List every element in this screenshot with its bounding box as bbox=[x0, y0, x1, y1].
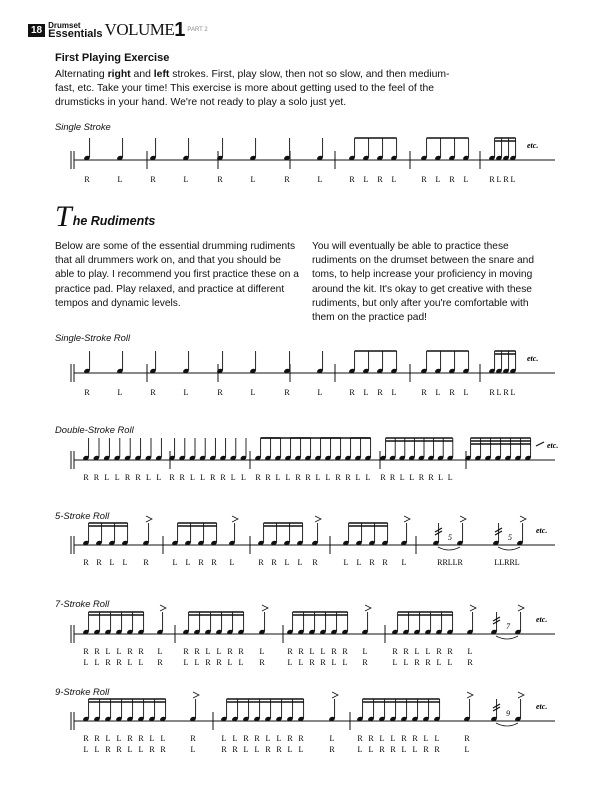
sticking: R bbox=[335, 473, 341, 482]
sticking-top: R bbox=[227, 647, 233, 656]
sticking: R bbox=[418, 473, 425, 482]
tuplet-number: 5 bbox=[448, 533, 452, 542]
sticking-bottom: R bbox=[105, 658, 111, 667]
sticking: L bbox=[463, 175, 469, 184]
sticking-bottom: R bbox=[414, 658, 420, 667]
sticking-top: R bbox=[392, 647, 398, 656]
sticking-bottom: R bbox=[205, 658, 211, 667]
sticking: L bbox=[109, 558, 115, 567]
sticking-bottom: L bbox=[127, 745, 133, 754]
sticking: L bbox=[200, 473, 206, 482]
sticking-bottom: L bbox=[94, 745, 100, 754]
sticking: L bbox=[114, 473, 120, 482]
sticking: L bbox=[355, 473, 361, 482]
sticking-bottom: L bbox=[190, 745, 196, 754]
sticking: R bbox=[255, 473, 261, 482]
sticking: L bbox=[463, 388, 469, 397]
sticking-top: L bbox=[320, 647, 326, 656]
sticking-bottom: L bbox=[368, 745, 374, 754]
accent-mark bbox=[315, 516, 321, 522]
sticking-bottom: R bbox=[149, 745, 155, 754]
exercise-title: First Playing Exercise bbox=[55, 52, 170, 64]
sticking-bottom: R bbox=[425, 658, 431, 667]
sticking: L bbox=[189, 473, 195, 482]
sticking: L bbox=[297, 558, 303, 567]
sticking: R bbox=[380, 473, 386, 482]
sticking-bottom: L bbox=[238, 658, 244, 667]
sticking: L bbox=[230, 473, 236, 482]
sticking: R bbox=[271, 558, 277, 567]
sticking-top: L bbox=[434, 734, 440, 743]
sticking-top: L bbox=[425, 647, 431, 656]
sticking: R bbox=[265, 473, 271, 482]
sticking-bottom: L bbox=[464, 745, 470, 754]
sticking: R bbox=[389, 473, 396, 482]
sticking-bottom: L bbox=[298, 745, 304, 754]
etc-label: etc. bbox=[527, 141, 539, 150]
sticking-bottom: R bbox=[276, 745, 282, 754]
sticking-bottom: L bbox=[403, 658, 409, 667]
sticking: R bbox=[503, 175, 509, 184]
para-mid: and bbox=[130, 69, 154, 80]
sticking-top: L bbox=[379, 734, 385, 743]
sticking: L bbox=[391, 175, 397, 184]
sticking: R bbox=[211, 558, 217, 567]
sticking-top: R bbox=[238, 647, 244, 656]
sticking-top: L bbox=[205, 647, 211, 656]
sticking-top: R bbox=[357, 734, 363, 743]
sticking: R bbox=[210, 473, 216, 482]
sticking: R bbox=[377, 175, 383, 184]
sticking-bottom: R bbox=[216, 658, 222, 667]
sticking-bottom: L bbox=[392, 658, 398, 667]
accent-mark bbox=[232, 516, 238, 522]
sticking-top: L bbox=[157, 647, 163, 656]
accent-mark bbox=[193, 692, 199, 698]
sticking-bottom: L bbox=[94, 658, 100, 667]
sticking: R bbox=[258, 558, 264, 567]
sticking-top: L bbox=[149, 734, 155, 743]
sticking: R bbox=[428, 473, 434, 482]
sticking-top: R bbox=[243, 734, 249, 743]
sticking-top: R bbox=[331, 647, 337, 656]
sticking-top: R bbox=[138, 647, 144, 656]
sticking: L bbox=[343, 558, 349, 567]
sticking: R bbox=[84, 388, 90, 397]
sticking-top: R bbox=[83, 647, 89, 656]
sticking-bottom: R bbox=[116, 658, 122, 667]
sticking: L bbox=[435, 388, 441, 397]
sticking-top: L bbox=[116, 647, 122, 656]
sticking: R bbox=[220, 473, 226, 482]
sticking-bottom: L bbox=[254, 745, 260, 754]
sticking-top: R bbox=[464, 734, 470, 743]
sticking: L bbox=[117, 388, 123, 397]
sticking-bottom: L bbox=[83, 745, 89, 754]
sticking-bottom: R bbox=[434, 745, 440, 754]
sticking-bottom: R bbox=[105, 745, 111, 754]
sticking-bottom: R bbox=[390, 745, 396, 754]
sticking: R bbox=[369, 558, 375, 567]
tuplet-number: 5 bbox=[508, 533, 512, 542]
accent-mark bbox=[467, 692, 473, 698]
sticking-bottom: R bbox=[309, 658, 315, 667]
sticking: L bbox=[117, 175, 123, 184]
sticking: R bbox=[150, 175, 156, 184]
sticking: R bbox=[96, 558, 102, 567]
sticking: R bbox=[489, 388, 495, 397]
sticking-top: R bbox=[94, 734, 100, 743]
sticking-top: L bbox=[423, 734, 429, 743]
sticking: L bbox=[145, 473, 151, 482]
sticking-bottom: L bbox=[342, 658, 348, 667]
sticking-top: L bbox=[116, 734, 122, 743]
sticking: L bbox=[229, 558, 235, 567]
sticking: R bbox=[284, 175, 290, 184]
accent-mark bbox=[332, 692, 338, 698]
sticking: L bbox=[363, 175, 369, 184]
sticking-bottom: L bbox=[298, 658, 304, 667]
sticking-bottom: L bbox=[357, 745, 363, 754]
sticking: R bbox=[217, 175, 223, 184]
sticking-top: R bbox=[368, 734, 374, 743]
sticking: L bbox=[447, 473, 453, 482]
page-number: 18 bbox=[28, 24, 45, 37]
sticking: R bbox=[305, 473, 311, 482]
sticking-bottom: R bbox=[362, 658, 368, 667]
sticking-top: R bbox=[401, 734, 407, 743]
sticking-bottom: R bbox=[232, 745, 238, 754]
sticking: L bbox=[156, 473, 162, 482]
sticking: L bbox=[356, 558, 362, 567]
sticking: L bbox=[317, 175, 323, 184]
sticking: R bbox=[312, 558, 318, 567]
sticking: L bbox=[496, 175, 502, 184]
rudiments-title-cap: T bbox=[55, 200, 72, 233]
rudiments-title-rest: he Rudiments bbox=[72, 214, 156, 228]
sticking-bottom: R bbox=[160, 745, 166, 754]
label-single-stroke: Single Stroke bbox=[55, 121, 111, 132]
sticking: L bbox=[284, 558, 290, 567]
accent-mark bbox=[518, 692, 524, 698]
sticking: R bbox=[449, 388, 455, 397]
sticking: R bbox=[349, 175, 355, 184]
sticking-top: R bbox=[183, 647, 189, 656]
sticking-top: L bbox=[160, 734, 166, 743]
sticking: L bbox=[365, 473, 371, 482]
sticking-bottom: L bbox=[447, 658, 453, 667]
sticking-top: L bbox=[105, 734, 111, 743]
sticking-bottom: L bbox=[183, 658, 189, 667]
sticking: L bbox=[317, 388, 323, 397]
sticking-bottom: R bbox=[379, 745, 385, 754]
sticking: L bbox=[122, 558, 128, 567]
sticking-top: L bbox=[265, 734, 271, 743]
sticking-top: L bbox=[329, 734, 335, 743]
sticking: L bbox=[275, 473, 281, 482]
brand-top: Drumset bbox=[48, 21, 81, 30]
sticking-bottom: L bbox=[287, 745, 293, 754]
sticking-top: R bbox=[447, 647, 453, 656]
tremolo-slash bbox=[536, 442, 544, 446]
sticking: LLRRL bbox=[494, 558, 520, 567]
sticking-top: R bbox=[287, 734, 293, 743]
sticking: L bbox=[496, 388, 502, 397]
sticking: R bbox=[143, 558, 149, 567]
accent-mark bbox=[518, 605, 524, 611]
sticking: R bbox=[135, 473, 141, 482]
sticking-bottom: L bbox=[194, 658, 200, 667]
label-single-stroke-roll: Single-Stroke Roll bbox=[55, 332, 131, 343]
accent-mark bbox=[470, 605, 476, 611]
sticking-bottom: L bbox=[436, 658, 442, 667]
sticking-top: R bbox=[436, 647, 442, 656]
sticking-top: R bbox=[127, 734, 133, 743]
sticking-top: R bbox=[94, 647, 100, 656]
sticking: R bbox=[449, 175, 455, 184]
sticking: L bbox=[250, 388, 256, 397]
sticking: R bbox=[93, 473, 100, 482]
sticking: L bbox=[510, 175, 516, 184]
sticking-top: L bbox=[221, 734, 227, 743]
accent-mark bbox=[262, 605, 268, 611]
sticking-bottom: R bbox=[329, 745, 335, 754]
sticking: L bbox=[183, 175, 189, 184]
sticking-top: L bbox=[259, 647, 265, 656]
tie-slur bbox=[438, 547, 460, 550]
accent-mark bbox=[404, 516, 410, 522]
sticking: L bbox=[315, 473, 321, 482]
sticking-top: R bbox=[83, 734, 89, 743]
sticking-bottom: R bbox=[423, 745, 429, 754]
sticking-bottom: L bbox=[331, 658, 337, 667]
sticking-top: L bbox=[309, 647, 315, 656]
sticking-top: L bbox=[276, 734, 282, 743]
para-end: strokes. First, play slow, then not so slow, and then medium-fast, etc. Take your time! This exercise is more about getting used to the feel of the drumsticks in your hand. We're not ready to play a solo just yet. bbox=[55, 69, 450, 108]
sticking: R bbox=[382, 558, 388, 567]
sticking-top: L bbox=[232, 734, 238, 743]
sticking-top: R bbox=[412, 734, 418, 743]
accent-mark bbox=[520, 516, 526, 522]
sticking-top: L bbox=[414, 647, 420, 656]
sticking-top: R bbox=[298, 734, 304, 743]
word-left: left bbox=[153, 69, 170, 80]
etc-label: etc. bbox=[536, 526, 548, 535]
sticking: L bbox=[325, 473, 331, 482]
sticking-bottom: L bbox=[138, 658, 144, 667]
accent-mark bbox=[160, 605, 166, 611]
sticking: L bbox=[240, 473, 246, 482]
sticking-top: R bbox=[287, 647, 293, 656]
sticking: R bbox=[150, 388, 156, 397]
sticking-bottom: R bbox=[157, 658, 163, 667]
label-7-stroke-roll: 7-Stroke Roll bbox=[55, 598, 110, 609]
sticking: L bbox=[510, 388, 516, 397]
sticking: L bbox=[391, 388, 397, 397]
label-9-stroke-roll: 9-Stroke Roll bbox=[55, 686, 110, 697]
accent-mark bbox=[365, 605, 371, 611]
label-5-stroke-roll: 5-Stroke Roll bbox=[55, 510, 110, 521]
sticking: R bbox=[349, 388, 355, 397]
sticking: R bbox=[169, 473, 175, 482]
sticking-bottom: L bbox=[83, 658, 89, 667]
sticking: L bbox=[172, 558, 178, 567]
etc-label: etc. bbox=[536, 702, 548, 711]
sticking-bottom: R bbox=[320, 658, 326, 667]
sticking: R bbox=[295, 473, 301, 482]
volume-number: 1 bbox=[174, 18, 186, 41]
sticking: L bbox=[438, 473, 444, 482]
sticking: L bbox=[435, 175, 441, 184]
sticking-top: L bbox=[105, 647, 111, 656]
sticking: R bbox=[284, 388, 290, 397]
sticking: L bbox=[250, 175, 256, 184]
sticking-bottom: L bbox=[127, 658, 133, 667]
sticking-bottom: L bbox=[243, 745, 249, 754]
sticking-bottom: L bbox=[227, 658, 233, 667]
accent-mark bbox=[146, 516, 152, 522]
etc-label: etc. bbox=[547, 441, 559, 450]
sticking-top: R bbox=[342, 647, 348, 656]
volume-word: VOLUME bbox=[104, 20, 175, 39]
sticking-top: R bbox=[254, 734, 260, 743]
sticking-bottom: R bbox=[259, 658, 265, 667]
sticking: R bbox=[489, 175, 495, 184]
sticking: R bbox=[83, 473, 89, 482]
tie-slur bbox=[496, 723, 518, 726]
tie-slur bbox=[498, 547, 520, 550]
sticking-bottom: L bbox=[138, 745, 144, 754]
word-right: right bbox=[107, 69, 131, 80]
label-double-stroke-roll: Double-Stroke Roll bbox=[55, 424, 134, 435]
sticking-bottom: R bbox=[221, 745, 227, 754]
sticking: L bbox=[185, 558, 191, 567]
sticking: L bbox=[363, 388, 369, 397]
sticking-top: R bbox=[403, 647, 409, 656]
para-start: Alternating bbox=[55, 69, 108, 80]
accent-mark bbox=[460, 516, 466, 522]
etc-label: etc. bbox=[536, 615, 548, 624]
tie-slur bbox=[496, 636, 518, 639]
sticking: L bbox=[399, 473, 405, 482]
sticking: R bbox=[124, 473, 131, 482]
sticking: R bbox=[503, 388, 509, 397]
sticking: R bbox=[84, 175, 90, 184]
sticking: L bbox=[409, 473, 415, 482]
sticking: R bbox=[83, 558, 89, 567]
sticking-bottom: L bbox=[412, 745, 418, 754]
sticking-top: R bbox=[194, 647, 200, 656]
sticking: R bbox=[217, 388, 223, 397]
sticking-top: L bbox=[467, 647, 473, 656]
sticking-top: L bbox=[390, 734, 396, 743]
sticking-top: R bbox=[127, 647, 133, 656]
sticking-bottom: R bbox=[116, 745, 122, 754]
sticking-top: R bbox=[138, 734, 144, 743]
sticking-bottom: R bbox=[265, 745, 271, 754]
rudiments-col2: You will eventually be able to practice these rudiments on the drumset between the snare and toms, to help increase your proficiency in moving around the kit. It's okay to get creative with these rudiments, but only after you're comfortable with them on the practice pad! bbox=[312, 241, 534, 324]
part-label: PART 2 bbox=[187, 27, 208, 33]
sticking-top: R bbox=[190, 734, 196, 743]
brand-bottom: Essentials bbox=[48, 28, 103, 40]
sticking-bottom: R bbox=[467, 658, 473, 667]
sticking: L bbox=[285, 473, 291, 482]
sticking: R bbox=[179, 473, 185, 482]
tuplet-number: 9 bbox=[506, 709, 510, 718]
sticking: R bbox=[421, 175, 427, 184]
rudiments-col1: Below are some of the essential drumming rudiments that all drummers work on, and that you should be able to play. I recommend you first practice these on a practice pad. Play relaxed, and practice at different tempos and dynamic levels. bbox=[55, 241, 299, 309]
sticking-bottom: L bbox=[287, 658, 293, 667]
sticking-top: L bbox=[216, 647, 222, 656]
sticking: R bbox=[345, 473, 351, 482]
sticking: L bbox=[104, 473, 110, 482]
sticking: R bbox=[421, 388, 427, 397]
etc-label: etc. bbox=[527, 354, 539, 363]
sticking-bottom: L bbox=[401, 745, 407, 754]
sticking: R bbox=[377, 388, 383, 397]
sticking: R bbox=[198, 558, 204, 567]
sticking-top: L bbox=[362, 647, 368, 656]
sticking-top: R bbox=[298, 647, 304, 656]
sticking: L bbox=[401, 558, 407, 567]
sticking: RRLLR bbox=[437, 558, 463, 567]
tuplet-number: 7 bbox=[506, 622, 510, 631]
sticking: L bbox=[183, 388, 189, 397]
